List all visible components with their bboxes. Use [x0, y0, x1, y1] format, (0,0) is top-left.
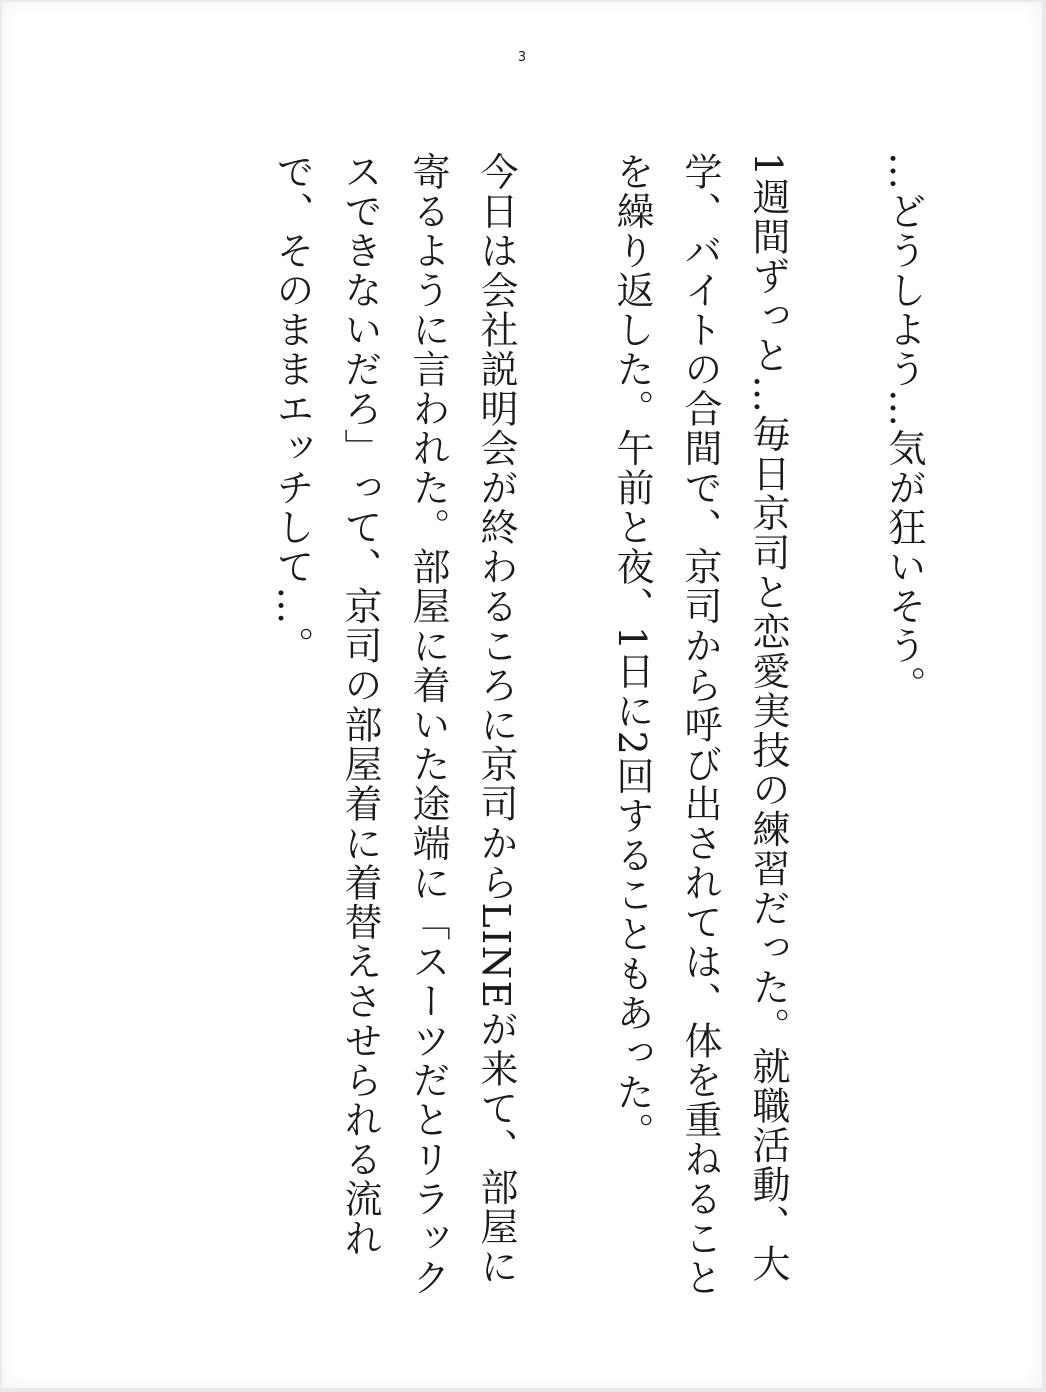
- paragraph-gap: [802, 152, 870, 1312]
- paragraph-1: …どうしよう…気が狂いそう。: [882, 152, 926, 705]
- page-number: 3: [517, 50, 527, 65]
- paragraph-3: 今日は会社説明会が終わるころに京司からLINEが来て、部屋に寄るように言われた。部屋に着いた途端に「スーツだとリラックスできないだろ」って、京司の部屋着に着替えさせられる流れで、そのままエッチして…。: [270, 152, 518, 1298]
- paragraph-gap: [530, 152, 598, 1312]
- paragraph-2: 1週間ずっと…毎日京司と恋愛実技の練習だった。就職活動、大学、バイトの合間で、京司から呼び出されては、体を重ねることを繰り返した。午前と夜、1日に2回することもあった。: [610, 152, 790, 1298]
- book-page: [2, 2, 1042, 1388]
- vertical-body-text: [258, 152, 938, 1312]
